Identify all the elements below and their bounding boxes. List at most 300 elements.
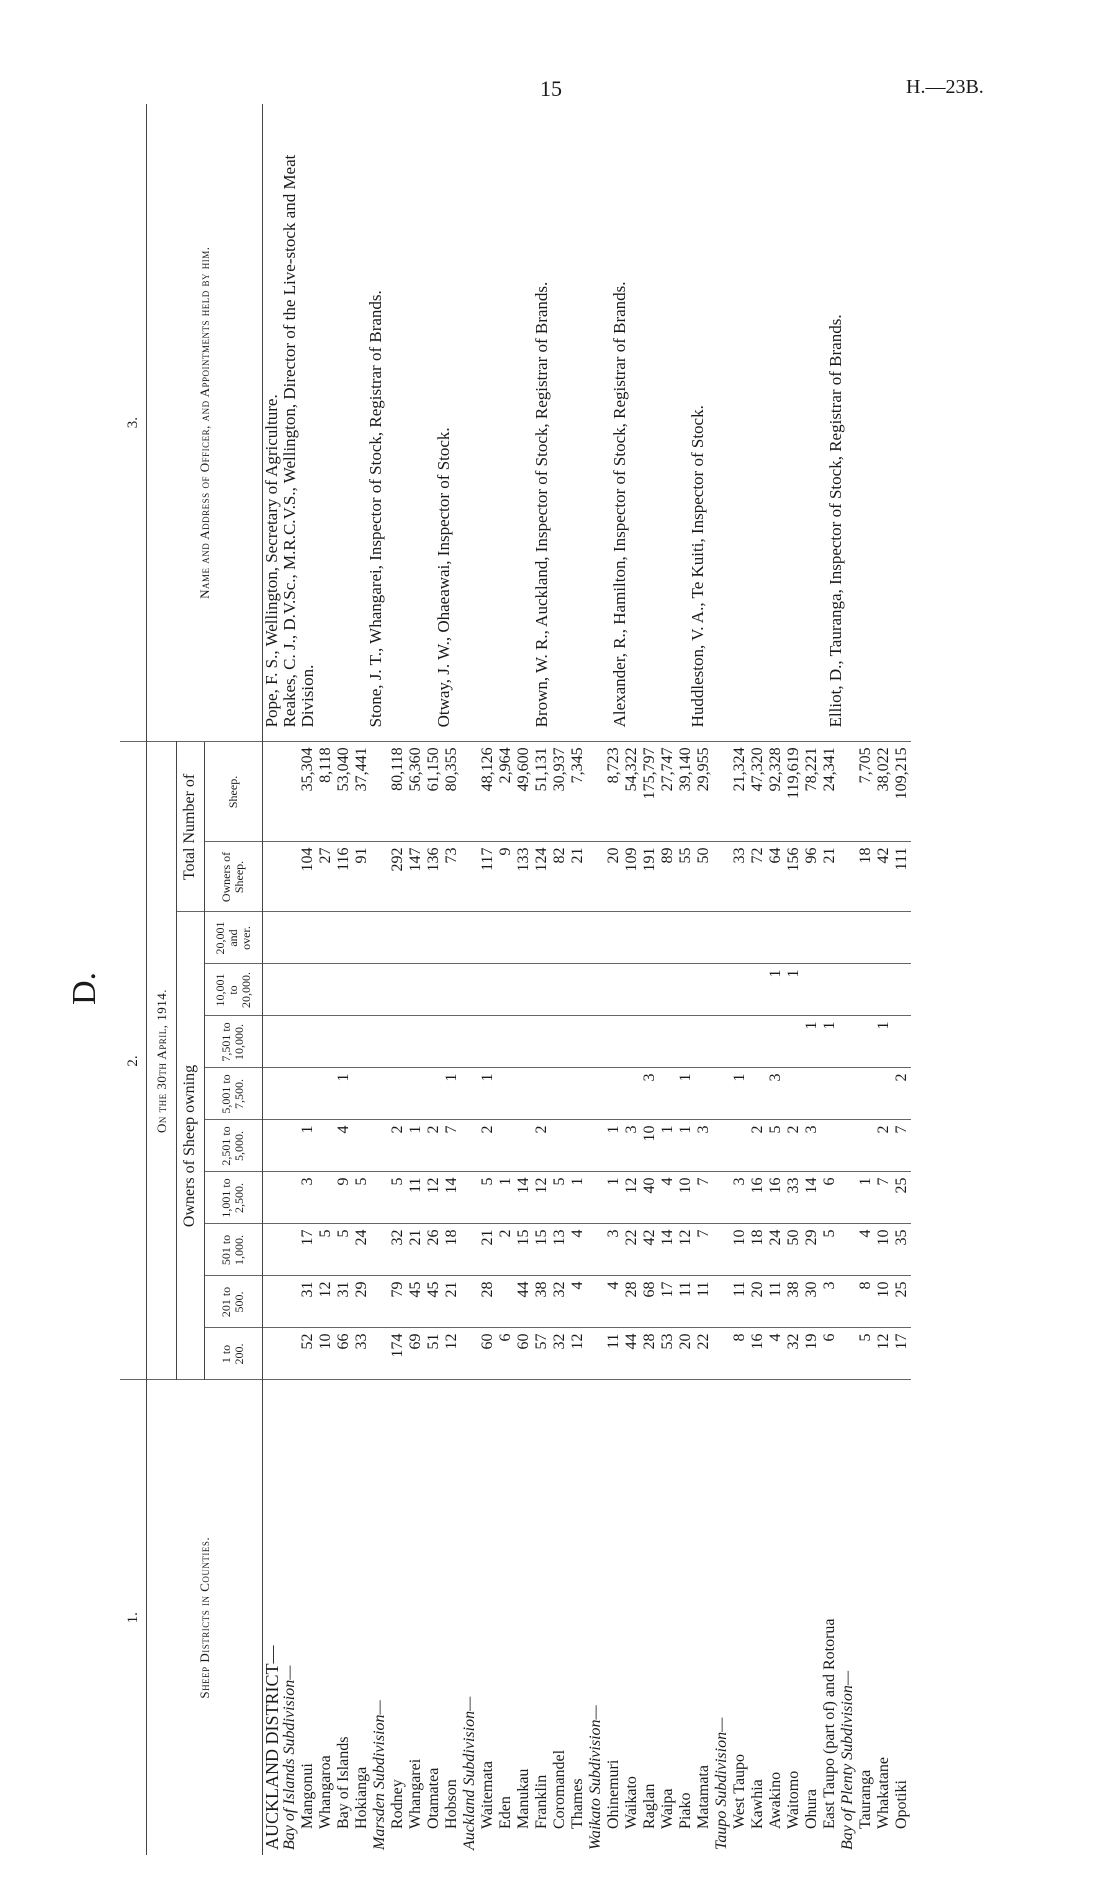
county-name: Franklin <box>532 1774 550 1829</box>
owners-total: 73 <box>443 842 461 912</box>
band-count <box>407 1068 425 1120</box>
band-count <box>353 1120 371 1172</box>
band-count: 18 <box>749 1224 767 1276</box>
officer-entry: Pope, F. S., Wellington, Secretary of Agriculture. <box>261 394 281 728</box>
band-count: 24 <box>767 1224 785 1276</box>
county-name: Hobson <box>442 1779 460 1829</box>
band-count: 10 <box>641 1120 659 1172</box>
empty-cell <box>461 842 479 912</box>
empty-cell <box>371 1016 389 1068</box>
band-count: 17 <box>659 1276 677 1328</box>
empty-cell <box>839 1172 857 1224</box>
empty-cell <box>839 964 857 1016</box>
band-count: 6 <box>821 1328 839 1380</box>
band-count <box>659 1016 677 1068</box>
band-count: 1 <box>659 1120 677 1172</box>
band-count <box>641 912 659 964</box>
empty-cell <box>281 1276 299 1328</box>
empty-cell <box>281 1120 299 1172</box>
band-count <box>785 1016 803 1068</box>
band-count: 7 <box>875 1172 893 1224</box>
subdivision-name: Bay of Plenty Subdivision— <box>838 1670 856 1850</box>
band-header: 201 to 500. <box>204 1276 262 1328</box>
band-count <box>533 1068 551 1120</box>
county-name: Whangaroa <box>316 1755 334 1829</box>
empty-cell <box>587 1068 605 1120</box>
col2-number: 2. <box>120 742 146 1380</box>
county-name: Waikato <box>622 1776 640 1829</box>
sheep-total: 53,040 <box>335 742 353 842</box>
empty-cell <box>587 964 605 1016</box>
band-count: 60 <box>515 1328 533 1380</box>
band-count <box>605 912 623 964</box>
band-count <box>515 1016 533 1068</box>
band-count <box>353 1016 371 1068</box>
empty-cell <box>371 1224 389 1276</box>
sheep-total: 109,215 <box>893 742 911 842</box>
band-count <box>335 964 353 1016</box>
sheep-total: 35,304 <box>299 742 317 842</box>
band-count: 25 <box>893 1172 911 1224</box>
band-count: 1 <box>443 1068 461 1120</box>
empty-cell <box>371 1276 389 1328</box>
band-count <box>875 912 893 964</box>
empty-cell <box>587 1172 605 1224</box>
county-name: Rodney <box>388 1779 406 1829</box>
band-count: 12 <box>677 1224 695 1276</box>
county-name: Awakino <box>766 1771 784 1829</box>
owners-total: 91 <box>353 842 371 912</box>
band-count: 3 <box>803 1120 821 1172</box>
county-name: Piako <box>676 1792 694 1829</box>
band-count <box>731 912 749 964</box>
band-count: 15 <box>533 1224 551 1276</box>
empty-cell <box>713 1224 731 1276</box>
empty-cell <box>281 1224 299 1276</box>
band-count <box>533 1016 551 1068</box>
empty-cell <box>461 1120 479 1172</box>
band-header: 501 to 1,000. <box>204 1224 262 1276</box>
band-count <box>659 912 677 964</box>
band-count: 14 <box>443 1172 461 1224</box>
empty-cell <box>713 1276 731 1328</box>
empty-cell <box>281 1068 299 1120</box>
col1-number: 1. <box>120 1380 146 1855</box>
owners-total: 147 <box>407 842 425 912</box>
sheep-total: 92,328 <box>767 742 785 842</box>
officer-entry: Stone, J. T., Whangarei, Inspector of Stock, Registrar of Brands. <box>365 290 385 728</box>
band-count <box>623 1068 641 1120</box>
band-count <box>389 1016 407 1068</box>
band-count: 68 <box>641 1276 659 1328</box>
empty-cell <box>461 1016 479 1068</box>
county-name: Whakatane <box>874 1757 892 1829</box>
band-count: 52 <box>299 1328 317 1380</box>
band-count <box>893 964 911 1016</box>
owners-total: 156 <box>785 842 803 912</box>
band-count <box>425 1068 443 1120</box>
band-count <box>497 1120 515 1172</box>
band-count <box>731 964 749 1016</box>
band-count: 5 <box>335 1224 353 1276</box>
band-count: 174 <box>389 1328 407 1380</box>
officer-entry: Reakes, C. J., D.V.Sc., M.R.C.V.S., Wellington, Director of the Live-stock and Meat Division. <box>279 154 317 728</box>
band-count: 12 <box>317 1276 335 1328</box>
band-count: 32 <box>551 1328 569 1380</box>
owners-total: 292 <box>389 842 407 912</box>
band-count <box>407 1016 425 1068</box>
owners-total: 21 <box>569 842 587 912</box>
band-count <box>785 912 803 964</box>
band-count <box>497 1276 515 1328</box>
empty-cell <box>587 1328 605 1380</box>
band-count: 4 <box>659 1172 677 1224</box>
band-count <box>821 1120 839 1172</box>
owners-total: 33 <box>731 842 749 912</box>
band-count: 2 <box>425 1120 443 1172</box>
band-count <box>551 964 569 1016</box>
band-count <box>659 964 677 1016</box>
band-count: 5 <box>317 1224 335 1276</box>
county-name: Whangarei <box>406 1758 424 1829</box>
band-count: 33 <box>785 1172 803 1224</box>
band-count: 13 <box>551 1224 569 1276</box>
sheep-total: 80,355 <box>443 742 461 842</box>
sheep-total: 30,937 <box>551 742 569 842</box>
band-count: 21 <box>443 1276 461 1328</box>
empty-cell <box>371 842 389 912</box>
section-letter: D. <box>66 971 103 1005</box>
county-name: Coromandel <box>550 1749 568 1829</box>
owners-total: 50 <box>695 842 713 912</box>
band-count: 44 <box>515 1276 533 1328</box>
band-count: 26 <box>425 1224 443 1276</box>
sheep-total: 21,324 <box>731 742 749 842</box>
band-count <box>425 1016 443 1068</box>
empty-cell <box>281 742 299 842</box>
band-count <box>497 1016 515 1068</box>
owners-total: 64 <box>767 842 785 912</box>
band-count: 3 <box>299 1172 317 1224</box>
sheep-total: 80,118 <box>389 742 407 842</box>
band-count: 2 <box>389 1120 407 1172</box>
band-count: 1 <box>299 1120 317 1172</box>
band-header: 1 to 200. <box>204 1328 262 1380</box>
empty-cell <box>371 1172 389 1224</box>
band-count: 11 <box>407 1172 425 1224</box>
band-count <box>317 964 335 1016</box>
subdivision-name: Auckland Subdivision— <box>460 1696 478 1850</box>
sheep-total: 29,955 <box>695 742 713 842</box>
sheep-total: 2,964 <box>497 742 515 842</box>
band-count: 1 <box>803 1016 821 1068</box>
band-count: 3 <box>623 1120 641 1172</box>
band-count: 3 <box>767 1068 785 1120</box>
band-count: 2 <box>497 1224 515 1276</box>
sheep-total: 78,221 <box>803 742 821 842</box>
band-count: 51 <box>425 1328 443 1380</box>
band-header: 10,001 to 20,000. <box>204 964 262 1016</box>
band-count: 7 <box>443 1120 461 1172</box>
col3-number: 3. <box>120 104 146 742</box>
band-count <box>533 912 551 964</box>
officer-entry: Otway, J. W., Ohaeawai, Inspector of Stock. <box>433 427 453 728</box>
band-count <box>515 1068 533 1120</box>
band-count: 60 <box>479 1328 497 1380</box>
owners-total: 72 <box>749 842 767 912</box>
county-name: Waitomo <box>784 1770 802 1829</box>
band-count <box>389 964 407 1016</box>
band-count: 1 <box>569 1172 587 1224</box>
band-count: 8 <box>731 1328 749 1380</box>
empty-cell <box>281 1172 299 1224</box>
band-count <box>767 912 785 964</box>
empty-cell <box>587 1120 605 1172</box>
band-count <box>785 1068 803 1120</box>
band-count <box>497 964 515 1016</box>
band-count <box>317 912 335 964</box>
empty-cell <box>839 1016 857 1068</box>
band-count <box>875 1068 893 1120</box>
sheep-total: 7,705 <box>857 742 875 842</box>
county-name: Manukau <box>514 1768 532 1829</box>
county-name: West Taupo <box>730 1753 748 1829</box>
sheep-total: 8,723 <box>605 742 623 842</box>
band-count <box>731 1016 749 1068</box>
band-count <box>677 1016 695 1068</box>
empty-cell <box>713 964 731 1016</box>
empty-cell <box>371 912 389 964</box>
band-count <box>389 1068 407 1120</box>
owners-total: 89 <box>659 842 677 912</box>
band-count <box>407 964 425 1016</box>
band-count <box>749 1068 767 1120</box>
band-count: 20 <box>677 1328 695 1380</box>
empty-cell <box>713 1172 731 1224</box>
band-count: 2 <box>785 1120 803 1172</box>
band-count: 20 <box>749 1276 767 1328</box>
band-count <box>623 1016 641 1068</box>
officers-cell <box>262 104 911 742</box>
empty-cell <box>713 1120 731 1172</box>
county-name: Bay of Islands <box>334 1736 352 1829</box>
empty-cell <box>839 1068 857 1120</box>
band-count: 7 <box>695 1224 713 1276</box>
band-count: 11 <box>767 1276 785 1328</box>
band-count: 28 <box>623 1276 641 1328</box>
band-count: 1 <box>785 964 803 1016</box>
band-count: 22 <box>623 1224 641 1276</box>
band-count: 5 <box>767 1120 785 1172</box>
county-name: East Taupo (part of) and Rotorua <box>820 1618 838 1829</box>
empty-cell <box>371 1328 389 1380</box>
band-count: 5 <box>551 1172 569 1224</box>
band-count <box>623 912 641 964</box>
sheep-total: 61,150 <box>425 742 443 842</box>
band-count <box>425 912 443 964</box>
county-name: Tauranga <box>856 1769 874 1829</box>
owners-total: 111 <box>893 842 911 912</box>
band-count <box>569 1016 587 1068</box>
band-count <box>803 1068 821 1120</box>
band-count <box>857 964 875 1016</box>
sheep-total: 51,131 <box>533 742 551 842</box>
band-count: 11 <box>605 1328 623 1380</box>
owners-total: 117 <box>479 842 497 912</box>
band-count <box>803 912 821 964</box>
band-count: 44 <box>623 1328 641 1380</box>
owners-total: 18 <box>857 842 875 912</box>
empty-cell <box>281 964 299 1016</box>
empty-cell <box>461 964 479 1016</box>
owners-col-header: Owners of Sheep. <box>204 842 262 912</box>
owners-total: 27 <box>317 842 335 912</box>
band-count: 12 <box>875 1328 893 1380</box>
officer-entry: Elliot, D., Tauranga, Inspector of Stock, Registrar of Brands. <box>825 314 845 728</box>
band-count: 10 <box>317 1328 335 1380</box>
empty-cell <box>839 842 857 912</box>
band-count <box>623 964 641 1016</box>
band-count: 31 <box>335 1276 353 1328</box>
band-count <box>641 1016 659 1068</box>
empty-cell <box>839 742 857 842</box>
band-count <box>335 912 353 964</box>
band-count <box>569 912 587 964</box>
band-count: 7 <box>893 1120 911 1172</box>
owners-total: 109 <box>623 842 641 912</box>
sheep-total: 54,322 <box>623 742 641 842</box>
band-count: 22 <box>695 1328 713 1380</box>
band-count: 1 <box>857 1172 875 1224</box>
county-name: Raglan <box>640 1783 658 1829</box>
band-count <box>821 964 839 1016</box>
band-count: 12 <box>425 1172 443 1224</box>
sheep-total: 27,747 <box>659 742 677 842</box>
band-count: 16 <box>749 1328 767 1380</box>
sheep-total: 24,341 <box>821 742 839 842</box>
band-count <box>857 1120 875 1172</box>
empty-cell <box>371 1068 389 1120</box>
band-count <box>533 964 551 1016</box>
empty-cell <box>839 1120 857 1172</box>
subdivision-name: Bay of Islands Subdivision— <box>280 1665 298 1850</box>
county-name: Kawhia <box>748 1779 766 1829</box>
band-count: 10 <box>875 1276 893 1328</box>
band-header: 1,001 to 2,500. <box>204 1172 262 1224</box>
band-count <box>641 964 659 1016</box>
county-name: Hokianga <box>352 1766 370 1829</box>
empty-cell <box>587 912 605 964</box>
sheep-total: 175,797 <box>641 742 659 842</box>
band-count <box>749 964 767 1016</box>
county-name: Waitemata <box>478 1760 496 1829</box>
band-count <box>695 1068 713 1120</box>
empty-cell <box>461 1328 479 1380</box>
band-count: 1 <box>875 1016 893 1068</box>
band-count: 5 <box>353 1172 371 1224</box>
empty-cell <box>461 742 479 842</box>
band-count: 28 <box>479 1276 497 1328</box>
band-count: 29 <box>803 1224 821 1276</box>
page-number: 15 <box>540 76 562 101</box>
empty-cell <box>587 1016 605 1068</box>
band-count <box>731 1120 749 1172</box>
sheep-returns-table <box>120 104 911 1855</box>
band-count: 40 <box>641 1172 659 1224</box>
empty-cell <box>371 1120 389 1172</box>
band-count <box>407 912 425 964</box>
band-count: 53 <box>659 1328 677 1380</box>
band-count: 45 <box>425 1276 443 1328</box>
band-count <box>551 1016 569 1068</box>
band-count <box>353 912 371 964</box>
band-count <box>677 912 695 964</box>
band-count <box>659 1068 677 1120</box>
sheep-total: 119,619 <box>785 742 803 842</box>
band-count: 4 <box>335 1120 353 1172</box>
empty-cell <box>461 1172 479 1224</box>
owners-total: 82 <box>551 842 569 912</box>
sheep-total: 49,600 <box>515 742 533 842</box>
empty-cell <box>713 912 731 964</box>
district-name: AUCKLAND DISTRICT— <box>261 1645 282 1850</box>
band-count: 79 <box>389 1276 407 1328</box>
band-count <box>389 912 407 964</box>
band-count: 3 <box>731 1172 749 1224</box>
empty-cell <box>713 1328 731 1380</box>
band-count: 42 <box>641 1224 659 1276</box>
band-count: 14 <box>803 1172 821 1224</box>
band-count: 2 <box>479 1120 497 1172</box>
empty-cell <box>713 1016 731 1068</box>
col1-title: Sheep Districts in Counties. <box>146 1380 262 1855</box>
band-count: 6 <box>821 1172 839 1224</box>
empty-cell <box>371 964 389 1016</box>
rotated-table-sheet <box>48 85 1048 1865</box>
band-count <box>677 964 695 1016</box>
band-header: 20,001 and over. <box>204 912 262 964</box>
band-count: 11 <box>731 1276 749 1328</box>
empty-cell <box>461 1276 479 1328</box>
band-count <box>515 1120 533 1172</box>
band-count: 25 <box>893 1276 911 1328</box>
empty-cell <box>587 1224 605 1276</box>
band-count <box>515 912 533 964</box>
band-count <box>821 912 839 964</box>
band-count: 5 <box>857 1328 875 1380</box>
owners-total: 9 <box>497 842 515 912</box>
empty-cell <box>281 1328 299 1380</box>
band-count <box>551 1068 569 1120</box>
document-reference: H.—23B. <box>906 76 984 98</box>
band-count <box>443 912 461 964</box>
band-count <box>497 1068 515 1120</box>
owners-total: 21 <box>821 842 839 912</box>
band-count: 24 <box>353 1224 371 1276</box>
band-count: 1 <box>731 1068 749 1120</box>
owners-total: 20 <box>605 842 623 912</box>
sheep-total: 8,118 <box>317 742 335 842</box>
band-count: 32 <box>785 1328 803 1380</box>
band-count: 18 <box>443 1224 461 1276</box>
officer-entry: Brown, W. R., Auckland, Inspector of Stock, Registrar of Brands. <box>531 281 551 728</box>
band-count <box>353 964 371 1016</box>
band-count: 1 <box>497 1172 515 1224</box>
band-count <box>695 964 713 1016</box>
subdivision-name: Taupo Subdivision— <box>712 1717 730 1850</box>
empty-cell <box>713 842 731 912</box>
band-count: 1 <box>479 1068 497 1120</box>
